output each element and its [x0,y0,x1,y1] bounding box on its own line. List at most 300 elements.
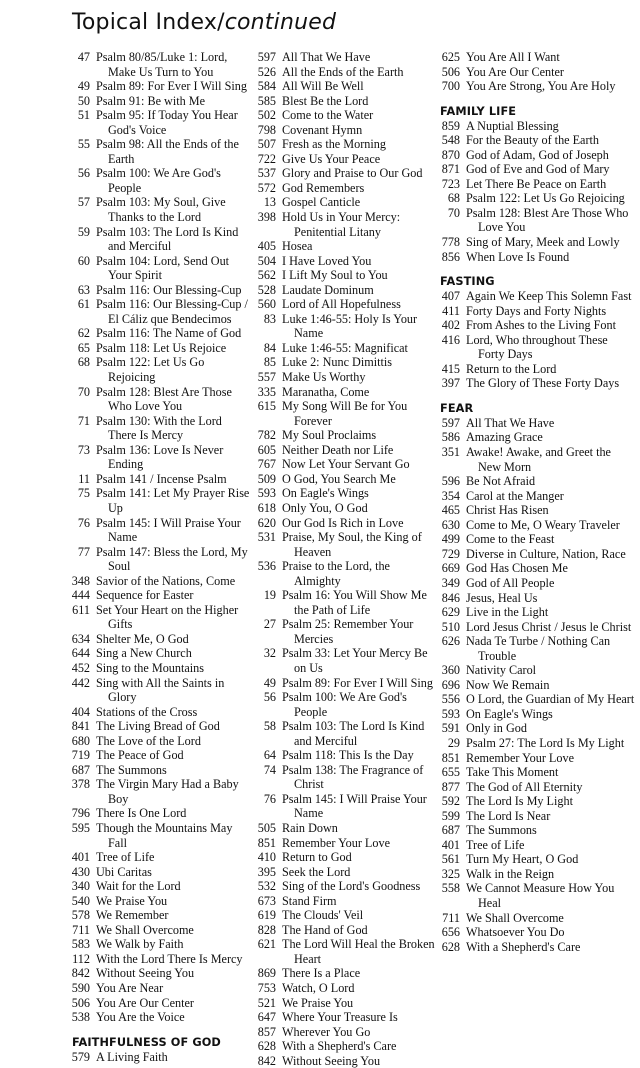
hymn-title: Amazing Grace [466,430,543,445]
hymn-number: 687 [441,823,460,838]
hymn-number: 83 [263,311,276,326]
hymn-number: 842 [257,1053,276,1068]
hymn-title: Psalm 122: Let Us Go Rejoicing [466,191,625,206]
index-entry [252,1010,436,1025]
hymn-number: 590 [71,981,90,995]
hymn-number: 592 [441,794,460,809]
hymn-number: 430 [71,864,90,879]
index-entry [436,318,636,333]
index-entry [66,937,252,952]
index-entry [436,148,636,163]
index-entry [66,952,252,967]
index-entry [252,297,436,312]
index-entry [66,981,252,996]
hymn-number: 415 [441,361,460,376]
hymn-number: 76 [263,791,276,806]
hymn-number: 626 [441,634,460,649]
index-entry [436,79,636,94]
index-entry [436,445,636,474]
hymn-number: 842 [71,966,90,981]
index-entry [252,239,436,254]
hymn-title: All That We Have [282,50,371,64]
hymn-title: Lord Jesus Christ / Jesus le Christ [466,619,632,634]
hymn-title: Without Seeing You [282,1053,381,1068]
hymn-number: 75 [77,486,90,501]
index-entry [66,545,252,574]
index-entry [436,809,636,824]
index-entry [66,341,252,356]
index-entry [252,152,436,167]
index-entry [436,940,636,955]
hymn-number: 870 [441,147,460,162]
hymn-number: 351 [441,445,460,460]
hymn-title: Come to the Feast [466,532,555,547]
hymn-title: Now We Remain [466,677,550,692]
hymn-title: Lord of All Hopefulness [282,297,401,312]
hymn-title: Psalm 130: With the Lord There Is Mercy [96,413,222,443]
hymn-title: Psalm 116: Our Blessing-Cup / El Cáliz que Bendecimos [96,297,248,326]
hymn-number: 618 [257,500,276,515]
hymn-title: The Love of the Lord [96,733,201,748]
index-entry [436,925,636,940]
hymn-number: 531 [257,530,276,545]
hymn-number: 711 [442,910,460,925]
hymn-title: Stations of the Cross [96,704,198,719]
index-entry [252,79,436,94]
hymn-number: 84 [263,340,276,355]
index-entry [66,821,252,850]
hymn-number: 68 [447,191,460,206]
index-entry [66,763,252,778]
hymn-title: O God, You Search Me [282,471,396,486]
index-entry [436,736,636,751]
hymn-title: Watch, O Lord [282,981,355,995]
hymn-number: 51 [77,108,90,123]
hymn-title: We Shall Overcome [466,910,564,925]
hymn-number: 50 [77,93,90,108]
hymn-title: You Are All I Want [466,50,560,64]
hymn-title: Come to Me, O Weary Traveler [466,517,620,532]
hymn-number: 63 [77,282,90,297]
hymn-title: God of Eve and God of Mary [466,162,610,177]
index-entry [66,923,252,938]
hymn-number: 593 [257,486,276,501]
index-entry [436,532,636,547]
index-entry [436,333,636,362]
hymn-title: Sing of the Lord's Goodness [282,879,421,894]
index-entry [252,1025,436,1040]
hymn-title: The Living Bread of God [96,719,220,734]
hymn-title: My Soul Proclaims [282,428,377,443]
hymn-number: 57 [77,195,90,210]
index-entry [436,707,636,722]
hymn-title: Give Us Your Peace [282,151,381,166]
index-entry [252,792,436,821]
hymn-number: 65 [77,340,90,355]
hymn-title: Wait for the Lord [96,879,181,894]
hymn-title: From Ashes to the Living Font [466,318,616,333]
hymn-number: 856 [441,249,460,264]
index-entry [252,719,436,748]
hymn-number: 74 [263,762,276,777]
hymn-title: A Living Faith [96,1049,168,1064]
index-entry [66,603,252,632]
index-entry [252,516,436,531]
index-entry [436,780,636,795]
hymn-title: You Are the Voice [96,1010,185,1025]
hymn-number: 634 [71,631,90,646]
hymn-number: 620 [257,515,276,530]
index-entry [66,1050,252,1065]
hymn-number: 859 [441,118,460,133]
hymn-number: 722 [257,151,276,166]
hymn-number: 562 [257,268,276,283]
hymn-number: 325 [441,866,460,881]
hymn-number: 49 [263,675,276,690]
index-entry [436,751,636,766]
hymn-number: 502 [257,108,276,123]
hymn-number: 506 [71,995,90,1010]
hymn-title: Psalm 27: The Lord Is My Light [466,735,625,750]
hymn-title: Savior of the Nations, Come [96,573,236,588]
hymn-number: 416 [441,332,460,347]
hymn-title: The Clouds' Veil [282,908,364,923]
hymn-number: 70 [77,384,90,399]
hymn-number: 579 [71,1049,90,1064]
hymn-number: 556 [441,692,460,707]
index-entry [66,632,252,647]
hymn-title: Sing to the Mountains [96,660,204,675]
hymn-number: 528 [257,282,276,297]
hymn-number: 561 [441,852,460,867]
hymn-title: You Are Our Center [466,64,564,79]
hymn-title: Let There Be Peace on Earth [466,176,607,191]
index-entry [252,108,436,123]
hymn-title: I Lift My Soul to You [282,268,388,283]
hymn-title: Tree of Life [96,850,155,865]
index-entry [436,191,636,206]
index-entry [66,443,252,472]
index-entry [252,836,436,851]
hymn-number: 869 [257,966,276,981]
index-entry [436,576,636,591]
index-entry [252,530,436,559]
hymn-number: 397 [441,376,460,391]
index-entry [252,908,436,923]
hymn-title: Psalm 98: All the Ends of the Earth [96,137,239,166]
hymn-number: 526 [257,64,276,79]
hymn-number: 521 [257,995,276,1010]
index-entry [66,94,252,109]
index-entry [436,304,636,319]
hymn-title: Covenant Hymn [282,122,363,137]
hymn-number: 465 [441,503,460,518]
hymn-number: 796 [71,806,90,821]
index-entry [436,591,636,606]
hymn-title: Laudate Dominum [282,282,374,297]
hymn-number: 499 [441,532,460,547]
hymn-title: Set Your Heart on the Higher Gifts [96,602,239,632]
index-entry [436,206,636,235]
hymn-number: 348 [71,573,90,588]
hymn-title: With a Shepherd's Care [466,939,581,954]
index-entry [252,676,436,691]
hymn-title: All That We Have [466,415,555,430]
hymn-title: Psalm 100: We Are God's People [96,166,221,195]
hymn-title: Psalm 33: Let Your Mercy Be on Us [282,646,428,675]
hymn-title: Sing with All the Saints in Glory [96,675,225,705]
index-entry [66,50,252,79]
index-entry [436,678,636,693]
index-entry [66,894,252,909]
hymn-title: Psalm 141 / Incense Psalm [96,471,227,486]
hymn-number: 58 [263,719,276,734]
hymn-title: There Is a Place [282,966,361,981]
index-entry [66,705,252,720]
hymn-number: 56 [263,690,276,705]
hymn-number: 857 [257,1024,276,1039]
index-entry [252,385,436,400]
hymn-title: The Lord Is My Light [466,794,573,809]
hymn-number: 70 [447,205,460,220]
hymn-number: 673 [257,893,276,908]
hymn-number: 644 [71,646,90,661]
index-entry [252,355,436,370]
hymn-number: 510 [441,619,460,634]
hymn-title: Nada Te Turbe / Nothing Can Trouble [466,634,611,663]
hymn-number: 767 [257,457,276,472]
hymn-number: 625 [441,50,460,64]
hymn-title: Be Not Afraid [466,474,536,489]
index-entry [252,996,436,1011]
hymn-title: Blest Be the Lord [282,93,369,108]
index-entry [252,763,436,792]
index-entry [252,370,436,385]
index-entry [66,777,252,806]
index-entry [252,937,436,966]
hymn-title: Praise to the Lord, the Almighty [282,559,390,588]
hymn-number: 335 [257,384,276,399]
hymn-number: 395 [257,864,276,879]
hymn-number: 619 [257,908,276,923]
hymn-number: 558 [441,881,460,896]
hymn-title: Live in the Light [466,605,549,620]
hymn-title: The God of All Eternity [466,779,583,794]
hymn-title: Lord, Who throughout These Forty Days [466,332,608,362]
index-entry [66,385,252,414]
hymn-title: Again We Keep This Solemn Fast [466,289,632,304]
hymn-title: Come to the Water [282,108,374,123]
index-entry [66,486,252,515]
hymn-title: On Eagle's Wings [282,486,369,501]
index-column-left [66,50,252,1064]
index-entry [66,734,252,749]
hymn-number: 687 [71,762,90,777]
section-heading: FAMILY LIFE [440,104,517,118]
hymn-title: Sequence for Easter [96,588,194,603]
hymn-number: 629 [441,605,460,620]
hymn-number: 578 [71,908,90,923]
hymn-number: 60 [77,253,90,268]
hymn-title: Psalm 89: For Ever I Will Sing [96,79,247,94]
hymn-title: Though the Mountains May Fall [96,820,233,850]
hymn-title: Awake! Awake, and Greet the New Morn [466,445,611,474]
index-entry [436,518,636,533]
hymn-number: 596 [441,474,460,489]
hymn-number: 11 [78,471,90,486]
index-entry [252,865,436,880]
index-entry [66,676,252,705]
hymn-number: 540 [71,893,90,908]
section-heading: FASTING [440,275,495,289]
index-column-middle [252,50,436,1068]
hymn-title: Psalm 136: Love Is Never Ending [96,442,224,472]
index-entry [66,879,252,894]
hymn-number: 647 [257,1010,276,1025]
index-entry [436,911,636,926]
hymn-number: 55 [77,137,90,152]
index-entry [252,181,436,196]
hymn-title: Psalm 116: Our Blessing-Cup [96,282,242,297]
index-entry [436,362,636,377]
hymn-number: 340 [71,879,90,894]
index-entry [66,297,252,326]
index-entry [436,119,636,134]
hymn-title: Nativity Carol [466,663,537,678]
hymn-title: Sing of Mary, Meek and Lowly [466,235,620,250]
hymn-number: 354 [441,488,460,503]
hymn-title: Luke 1:46-55: Holy Is Your Name [282,311,418,341]
hymn-number: 700 [441,79,460,94]
hymn-number: 628 [257,1039,276,1054]
hymn-title: Psalm 16: You Will Show Me the Path of Life [282,588,427,617]
hymn-number: 611 [72,602,90,617]
index-entry [252,981,436,996]
hymn-title: We Praise You [282,995,354,1010]
hymn-number: 49 [77,79,90,94]
hymn-title: Return to God [282,850,352,865]
hymn-title: For the Beauty of the Earth [466,133,600,148]
hymn-title: A Nuptial Blessing [466,118,559,133]
index-entry [66,414,252,443]
index-entry [252,588,436,617]
index-entry [252,1039,436,1054]
index-entry [252,617,436,646]
index-entry [252,166,436,181]
index-entry [436,430,636,445]
hymn-number: 68 [77,355,90,370]
hymn-title: Where Your Treasure Is [282,1010,398,1025]
index-entry [252,399,436,428]
hymn-number: 591 [441,721,460,736]
index-entry [436,50,636,65]
index-entry [436,867,636,882]
hymn-title: Forty Days and Forty Nights [466,303,607,318]
hymn-number: 360 [441,663,460,678]
hymn-title: You Are Near [96,981,164,995]
hymn-number: 669 [441,561,460,576]
hymn-number: 71 [77,413,90,428]
hymn-title: Stand Firm [282,893,337,908]
hymn-title: God Remembers [282,180,365,195]
hymn-title: Whatsoever You Do [466,925,565,940]
hymn-number: 782 [257,428,276,443]
hymn-title: We Walk by Faith [96,937,184,952]
hymn-title: God of All People [466,575,555,590]
hymn-number: 586 [441,430,460,445]
hymn-number: 85 [263,355,276,370]
hymn-title: Wherever You Go [282,1024,371,1039]
hymn-number: 696 [441,677,460,692]
hymn-number: 56 [77,166,90,181]
hymn-number: 398 [257,210,276,225]
hymn-title: Gospel Canticle [282,195,361,210]
hymn-number: 442 [71,675,90,690]
hymn-title: The Glory of These Forty Days [466,376,620,391]
hymn-title: Luke 1:46-55: Magnificat [282,340,408,355]
index-entry [66,966,252,981]
hymn-number: 62 [77,326,90,341]
hymn-title: I Have Loved You [282,253,372,268]
hymn-number: 597 [441,415,460,430]
page-title-continued: continued [224,10,337,35]
index-entry [66,806,252,821]
hymn-title: Without Seeing You [96,966,195,981]
hymn-number: 64 [263,748,276,763]
index-entry [66,574,252,589]
hymn-title: We Cannot Measure How You Heal [466,881,615,910]
index-entry [66,166,252,195]
hymn-number: 753 [257,981,276,995]
hymn-number: 509 [257,471,276,486]
index-entry [252,646,436,675]
hymn-title: Turn My Heart, O God [466,852,579,867]
index-column-right [436,50,636,954]
hymn-number: 506 [441,64,460,79]
hymn-title: We Remember [96,908,169,923]
hymn-title: Psalm 91: Be with Me [96,93,206,108]
hymn-number: 548 [441,133,460,148]
hymn-number: 597 [257,50,276,64]
index-entry [66,516,252,545]
index-entry [436,881,636,910]
hymn-title: God Has Chosen Me [466,561,568,576]
hymn-title: When Love Is Found [466,249,570,264]
index-entry [436,634,636,663]
hymn-title: The Hand of God [282,922,368,937]
page-title [72,10,336,35]
hymn-number: 77 [77,544,90,559]
hymn-number: 538 [71,1010,90,1025]
index-entry [436,692,636,707]
index-entry [252,123,436,138]
hymn-title: Hosea [282,239,313,254]
hymn-title: Psalm 122: Let Us Go Rejoicing [96,355,205,385]
index-entry [436,765,636,780]
hymn-title: Maranatha, Come [282,384,370,399]
hymn-title: Psalm 138: The Fragrance of Christ [282,762,424,792]
hymn-title: Take This Moment [466,765,559,780]
hymn-title: Psalm 145: I Will Praise Your Name [282,791,427,821]
hymn-number: 572 [257,180,276,195]
hymn-number: 504 [257,253,276,268]
index-entry [252,341,436,356]
index-entry [66,137,252,166]
hymn-number: 615 [257,399,276,414]
hymn-title: Make Us Worthy [282,370,366,385]
hymn-title: My Song Will Be for You Forever [282,399,408,428]
hymn-number: 349 [441,575,460,590]
